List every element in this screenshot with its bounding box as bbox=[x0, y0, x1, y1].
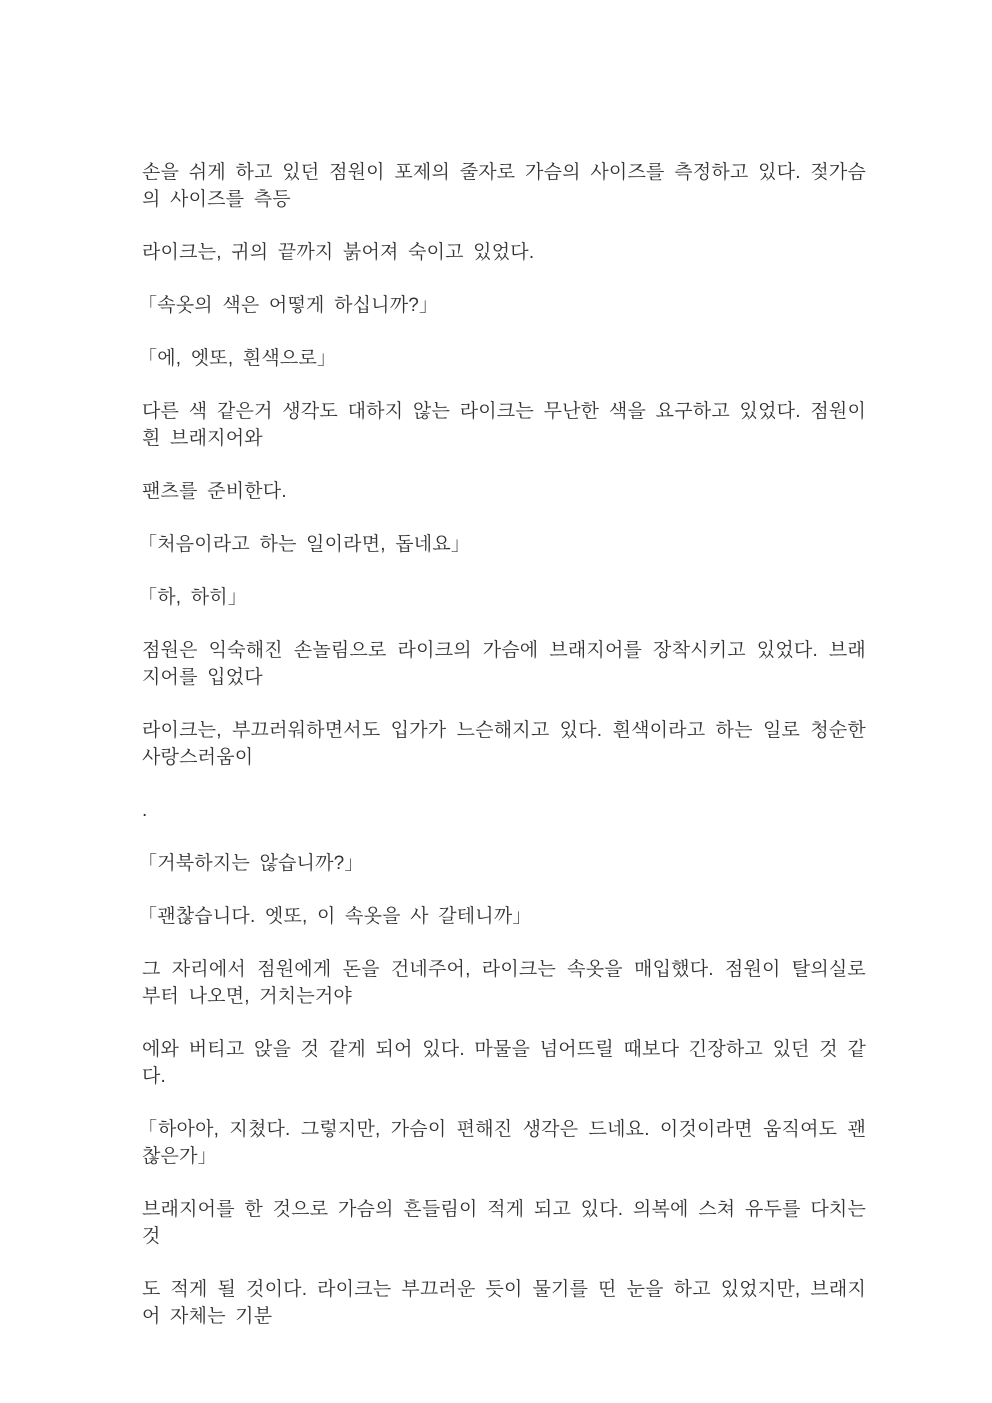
paragraph-2: 라이크는, 귀의 끝까지 붉어져 숙이고 있었다. bbox=[142, 242, 535, 263]
dialogue-line-3: 「처음이라고 하는 일이라면, 돕네요」 bbox=[138, 534, 471, 555]
dialogue-line-6: 「괜찮습니다. 엣또, 이 속옷을 사 갈테니까」 bbox=[138, 906, 532, 927]
paragraph-6: 라이크는, 부끄러워하면서도 입가가 느슨해지고 있다. 흰색이라고 하는 일로 청순한 사랑스러움이 bbox=[142, 720, 866, 768]
paragraph-4: 팬츠를 준비한다. bbox=[142, 481, 287, 502]
dialogue-line-4: 「하, 하히」 bbox=[138, 587, 248, 608]
paragraph-8: 에와 버티고 앉을 것 같게 되어 있다. 마물을 넘어뜨릴 때보다 긴장하고 있던 것 같다. bbox=[142, 1039, 866, 1087]
paragraph-7: 그 자리에서 점원에게 돈을 건네주어, 라이크는 속옷을 매입했다. 점원이 탈의실로부터 나오면, 거치는거야 bbox=[142, 959, 866, 1007]
paragraph-10: 도 적게 될 것이다. 라이크는 부끄러운 듯이 물기를 띤 눈을 하고 있었지만, 브래지어 자체는 기분 bbox=[142, 1279, 866, 1327]
paragraph-9: 브래지어를 한 것으로 가슴의 흔들림이 적게 되고 있다. 의복에 스쳐 유두를 다치는 것 bbox=[142, 1199, 866, 1247]
dialogue-line-7: 「하아아, 지쳤다. 그렇지만, 가슴이 편해진 생각은 드네요. 이것이라면 움직여도 괜찮은가」 bbox=[138, 1119, 866, 1167]
paragraph-5: 점원은 익숙해진 손놀림으로 라이크의 가슴에 브래지어를 장착시키고 있었다. 브래지어를 입었다 bbox=[142, 640, 866, 688]
paragraph-3: 다른 색 같은거 생각도 대하지 않는 라이크는 무난한 색을 요구하고 있었다. 점원이 흰 브래지어와 bbox=[142, 401, 866, 449]
dialogue-line-5: 「거북하지는 않습니까?」 bbox=[138, 853, 364, 874]
dialogue-line-1: 「속옷의 색은 어떻게 하십니까?」 bbox=[138, 295, 439, 316]
paragraph-period: . bbox=[142, 800, 148, 821]
dialogue-line-2: 「에, 엣또, 흰색으로」 bbox=[138, 348, 337, 369]
paragraph-1: 손을 쉬게 하고 있던 점원이 포제의 줄자로 가슴의 사이즈를 측정하고 있다. 젖가슴의 사이즈를 측등 bbox=[142, 162, 866, 210]
